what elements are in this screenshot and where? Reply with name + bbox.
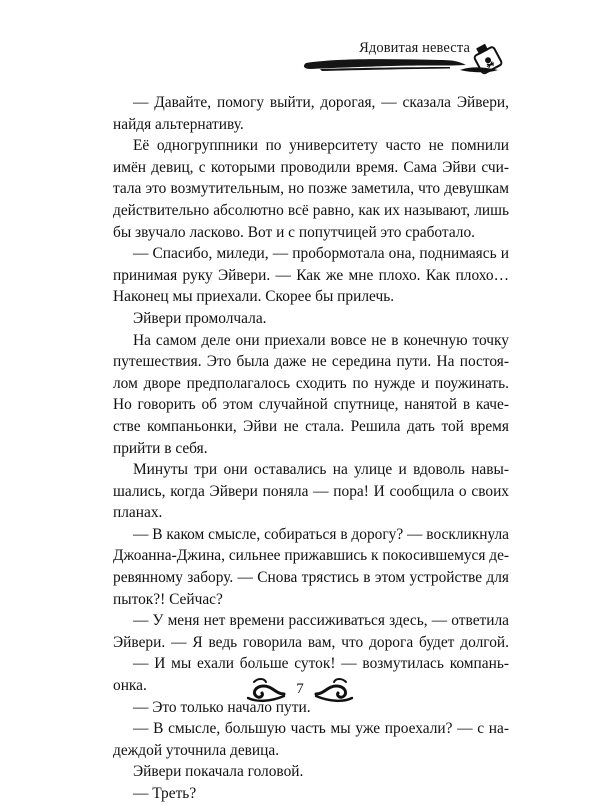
page-footer xyxy=(0,672,600,712)
text-line: тала это возмутительным, но позже заметила, что девушкам xyxy=(113,180,509,198)
text-line: — Это только начало пути. xyxy=(133,698,311,716)
text-line: — В смысле, большую часть мы уже проехали? — с на- xyxy=(133,720,509,738)
text-line: Эйвери промолчала. xyxy=(133,309,267,327)
text-line: — Спасибо, миледи, — пробормотала она, поднимаясь и xyxy=(133,245,509,263)
text-line: Минуты три они оставались на улице и вдоволь навы- xyxy=(133,461,509,479)
text-line: — Треть? xyxy=(133,785,197,802)
text-line: Но говорить об этом случайной спутнице, нанятой в каче- xyxy=(113,396,509,414)
text-line: пыток?! Сейчас? xyxy=(113,590,223,608)
running-head-title: Ядовитая невеста xyxy=(359,40,470,56)
text-line: — В каком смысле, собираться в дорогу? — воскликнула xyxy=(133,525,509,543)
text-line: Эйвери. — Я ведь говорила вам, что дорога будет долгой. xyxy=(113,633,509,651)
text-line: Джоанна-Джина, сильнее прижавшись к покосившемуся де- xyxy=(113,547,510,565)
text-line: — Давайте, помогу выйти, дорогая, — сказала Эйвери, xyxy=(133,94,509,111)
text-line: действительно абсолютно всё равно, как их называют, лишь xyxy=(113,201,509,219)
text-line: бы звучало ласково. Вот и с попутчицей это сработало. xyxy=(113,223,476,241)
page-number: 7 xyxy=(296,681,304,697)
text-line: лом дворе предполагалось сходить по нужде и поужинать. xyxy=(113,374,509,392)
text-line: планах. xyxy=(113,504,163,522)
text-line: деждой уточнила девица. xyxy=(113,741,280,759)
text-line: шались, когда Эйвери поняла — пора! И сообщила о своих xyxy=(113,482,509,500)
left-ornament-icon xyxy=(246,672,286,708)
right-ornament-icon xyxy=(314,672,354,708)
text-line: — У меня нет времени рассиживаться здесь, — ответила xyxy=(133,612,509,630)
text-line: — И мы ехали больше суток! — возмутилась компань- xyxy=(133,655,509,673)
text-line: путешествия. Это была даже не середина пути. На постоя- xyxy=(113,353,509,371)
text-line: стве компаньонки, Эйви не стала. Решила дать той время xyxy=(113,417,509,435)
text-line: ревянному забору. — Снова трястись в этом устройстве для xyxy=(113,569,509,587)
text-line: Наконец мы приехали. Скорее бы прилечь. xyxy=(113,288,395,306)
text-line: имён девиц, с которыми проводили время. Сама Эйви счи- xyxy=(113,158,509,176)
text-line: принимая руку Эйвери. — Как же мне плохо. Как плохо… xyxy=(113,266,509,284)
text-line: прийти в себя. xyxy=(113,439,208,457)
text-line: Эйвери покачала головой. xyxy=(133,763,304,781)
text-line: На самом деле они приехали вовсе не в конечную точку xyxy=(133,331,509,349)
text-line: Её одногруппники по университету часто не помнили xyxy=(133,137,509,155)
text-line: онка. xyxy=(113,677,147,695)
running-head xyxy=(300,36,510,78)
text-line: найдя альтернативу. xyxy=(113,115,244,133)
